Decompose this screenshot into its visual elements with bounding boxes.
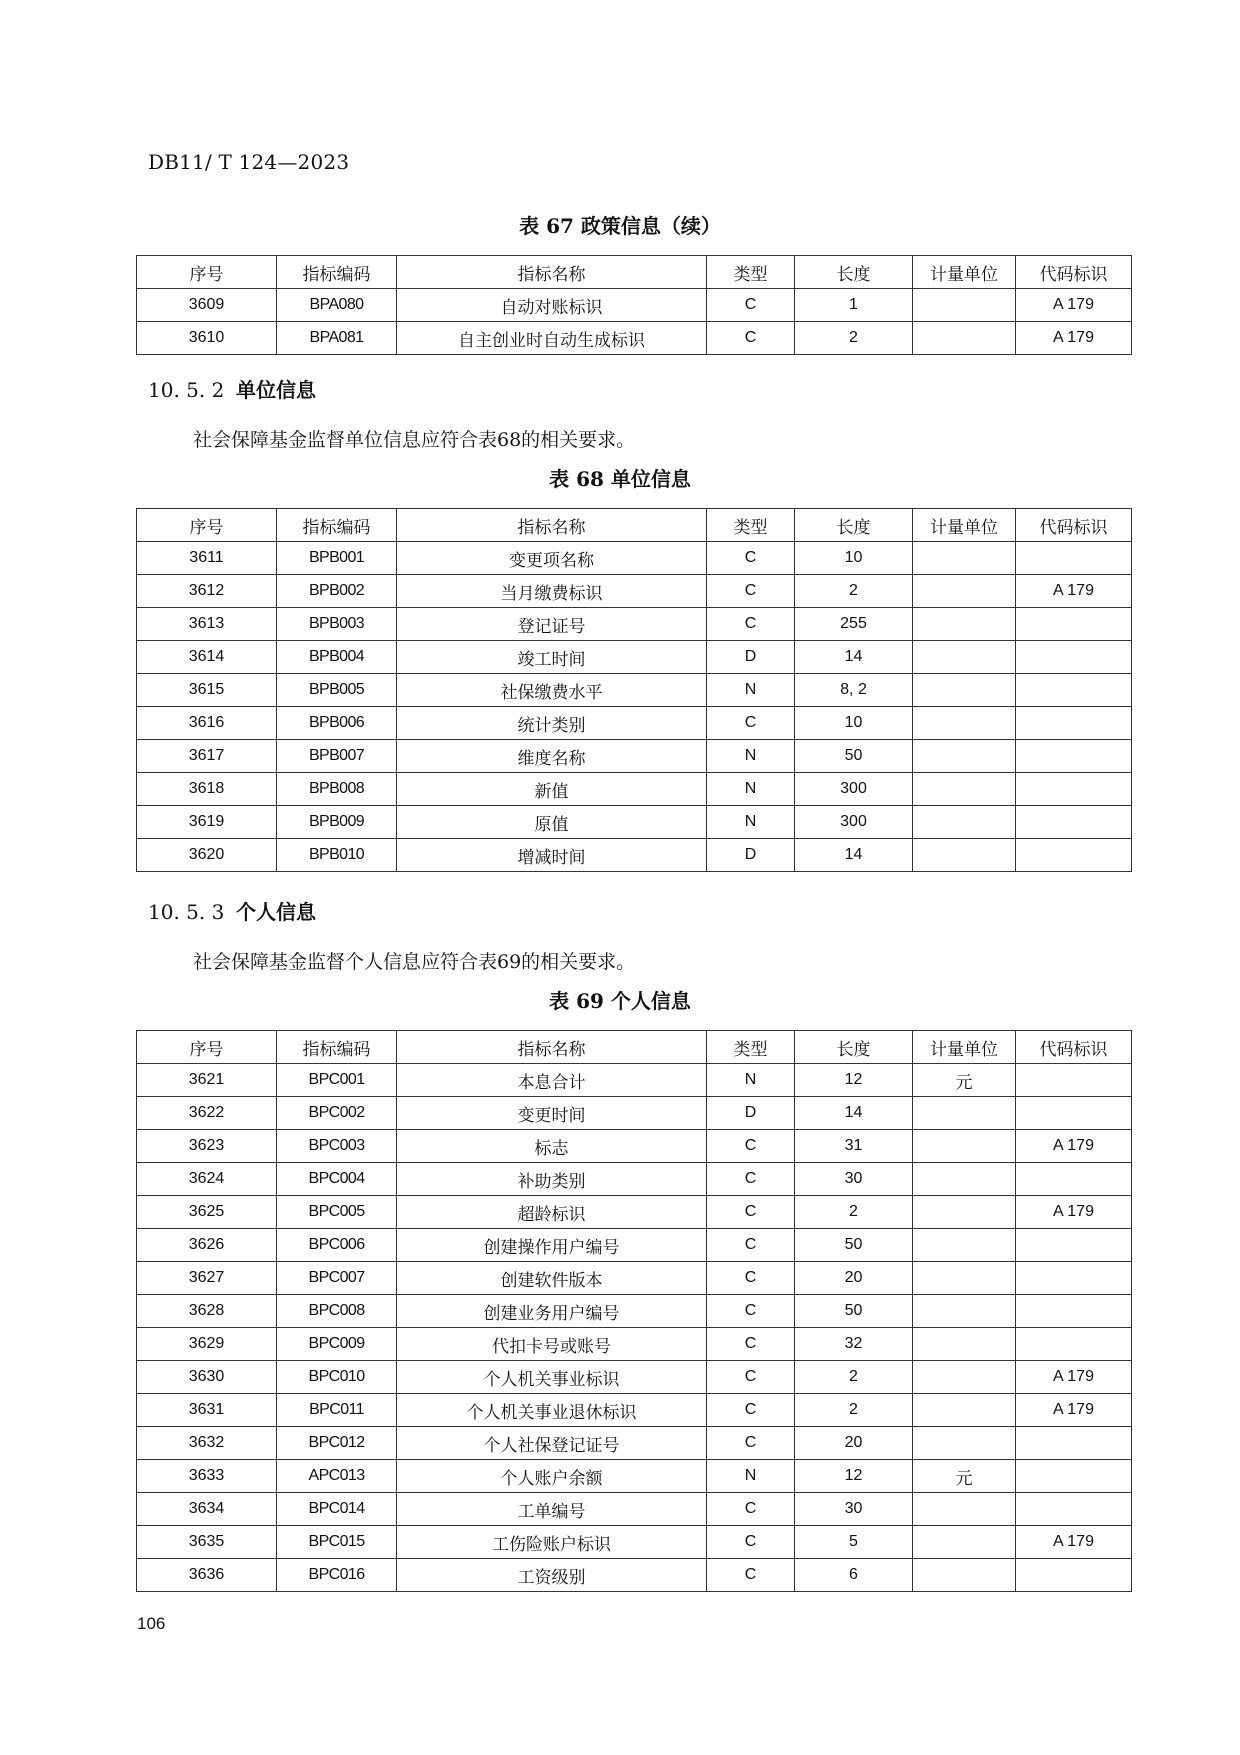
table-row bbox=[137, 641, 1132, 674]
cell-length: 14 bbox=[795, 1097, 913, 1130]
table-68 bbox=[136, 508, 1132, 872]
table-row bbox=[137, 1229, 1132, 1262]
cell-seq: 3614 bbox=[137, 641, 277, 674]
cell-length: 1 bbox=[795, 289, 913, 322]
cell-code-flag bbox=[1016, 839, 1132, 872]
cell-indicator-code: BPB006 bbox=[277, 707, 397, 740]
cell-indicator-code: BPC008 bbox=[277, 1295, 397, 1328]
cell-seq: 3633 bbox=[137, 1460, 277, 1493]
cell-indicator-name: 个人社保登记证号 bbox=[397, 1427, 707, 1460]
cell-unit bbox=[913, 575, 1016, 608]
cell-code-flag: A 179 bbox=[1016, 1526, 1132, 1559]
cell-unit bbox=[913, 1559, 1016, 1592]
cell-code-flag bbox=[1016, 1163, 1132, 1196]
table-68-caption: 表 68 单位信息 bbox=[549, 467, 691, 491]
cell-code-flag: A 179 bbox=[1016, 1394, 1132, 1427]
document-code: DB11/ T 124—2023 bbox=[148, 150, 350, 174]
cell-type: C bbox=[707, 1328, 795, 1361]
section-number: 10. 5. 3 bbox=[148, 900, 225, 924]
table-69-header-row bbox=[137, 1031, 1132, 1064]
column-header: 长度 bbox=[795, 1031, 913, 1064]
cell-type: N bbox=[707, 740, 795, 773]
cell-type: C bbox=[707, 575, 795, 608]
cell-indicator-name: 个人机关事业退休标识 bbox=[397, 1394, 707, 1427]
table-row bbox=[137, 773, 1132, 806]
cell-unit bbox=[913, 322, 1016, 355]
table-row bbox=[137, 542, 1132, 575]
column-header: 指标编码 bbox=[277, 509, 397, 542]
cell-type: C bbox=[707, 1130, 795, 1163]
table-row bbox=[137, 1130, 1132, 1163]
cell-seq: 3616 bbox=[137, 707, 277, 740]
cell-unit bbox=[913, 1328, 1016, 1361]
cell-code-flag bbox=[1016, 773, 1132, 806]
cell-length: 31 bbox=[795, 1130, 913, 1163]
table-row bbox=[137, 575, 1132, 608]
cell-seq: 3626 bbox=[137, 1229, 277, 1262]
cell-length: 2 bbox=[795, 1394, 913, 1427]
cell-code-flag: A 179 bbox=[1016, 322, 1132, 355]
cell-type: C bbox=[707, 1295, 795, 1328]
table-row bbox=[137, 1427, 1132, 1460]
cell-type: N bbox=[707, 674, 795, 707]
cell-length: 50 bbox=[795, 740, 913, 773]
cell-unit bbox=[913, 1427, 1016, 1460]
cell-length: 32 bbox=[795, 1328, 913, 1361]
cell-type: N bbox=[707, 1460, 795, 1493]
cell-seq: 3629 bbox=[137, 1328, 277, 1361]
cell-code-flag bbox=[1016, 1559, 1132, 1592]
cell-unit bbox=[913, 1130, 1016, 1163]
cell-seq: 3636 bbox=[137, 1559, 277, 1592]
table-row bbox=[137, 1361, 1132, 1394]
cell-seq: 3609 bbox=[137, 289, 277, 322]
cell-indicator-code: BPA081 bbox=[277, 322, 397, 355]
cell-length: 20 bbox=[795, 1262, 913, 1295]
table-row bbox=[137, 740, 1132, 773]
column-header: 指标名称 bbox=[397, 509, 707, 542]
cell-seq: 3632 bbox=[137, 1427, 277, 1460]
cell-indicator-code: BPB002 bbox=[277, 575, 397, 608]
cell-type: C bbox=[707, 542, 795, 575]
cell-length: 255 bbox=[795, 608, 913, 641]
column-header: 代码标识 bbox=[1016, 1031, 1132, 1064]
section-10-5-3-heading bbox=[148, 896, 316, 925]
table-row bbox=[137, 1394, 1132, 1427]
cell-indicator-name: 代扣卡号或账号 bbox=[397, 1328, 707, 1361]
cell-code-flag bbox=[1016, 542, 1132, 575]
cell-seq: 3627 bbox=[137, 1262, 277, 1295]
cell-unit bbox=[913, 542, 1016, 575]
cell-code-flag bbox=[1016, 1427, 1132, 1460]
column-header: 序号 bbox=[137, 509, 277, 542]
table-row bbox=[137, 674, 1132, 707]
table-row bbox=[137, 1097, 1132, 1130]
cell-indicator-name: 创建软件版本 bbox=[397, 1262, 707, 1295]
cell-unit bbox=[913, 707, 1016, 740]
cell-unit bbox=[913, 641, 1016, 674]
column-header: 类型 bbox=[707, 256, 795, 289]
cell-code-flag bbox=[1016, 1262, 1132, 1295]
cell-code-flag bbox=[1016, 1064, 1132, 1097]
table-row bbox=[137, 839, 1132, 872]
cell-indicator-name: 补助类别 bbox=[397, 1163, 707, 1196]
cell-unit bbox=[913, 289, 1016, 322]
cell-unit bbox=[913, 1361, 1016, 1394]
cell-indicator-name: 个人机关事业标识 bbox=[397, 1361, 707, 1394]
section-10-5-2-heading bbox=[148, 374, 316, 403]
cell-indicator-name: 原值 bbox=[397, 806, 707, 839]
cell-length: 300 bbox=[795, 773, 913, 806]
cell-length: 20 bbox=[795, 1427, 913, 1460]
cell-unit: 元 bbox=[913, 1064, 1016, 1097]
cell-length: 2 bbox=[795, 322, 913, 355]
table-row bbox=[137, 1526, 1132, 1559]
column-header: 序号 bbox=[137, 1031, 277, 1064]
cell-indicator-code: BPC011 bbox=[277, 1394, 397, 1427]
table-row bbox=[137, 1295, 1132, 1328]
table-row bbox=[137, 322, 1132, 355]
cell-type: C bbox=[707, 707, 795, 740]
column-header: 类型 bbox=[707, 509, 795, 542]
cell-indicator-code: BPC014 bbox=[277, 1493, 397, 1526]
cell-seq: 3624 bbox=[137, 1163, 277, 1196]
cell-indicator-name: 竣工时间 bbox=[397, 641, 707, 674]
cell-unit bbox=[913, 740, 1016, 773]
cell-seq: 3611 bbox=[137, 542, 277, 575]
cell-indicator-name: 变更项名称 bbox=[397, 542, 707, 575]
cell-code-flag: A 179 bbox=[1016, 1361, 1132, 1394]
column-header: 长度 bbox=[795, 509, 913, 542]
cell-length: 30 bbox=[795, 1163, 913, 1196]
cell-length: 30 bbox=[795, 1493, 913, 1526]
cell-unit bbox=[913, 1262, 1016, 1295]
cell-type: D bbox=[707, 839, 795, 872]
table-row bbox=[137, 1196, 1132, 1229]
cell-code-flag bbox=[1016, 641, 1132, 674]
cell-indicator-code: BPC006 bbox=[277, 1229, 397, 1262]
cell-indicator-code: BPB007 bbox=[277, 740, 397, 773]
cell-code-flag bbox=[1016, 1328, 1132, 1361]
cell-unit bbox=[913, 1394, 1016, 1427]
cell-type: C bbox=[707, 608, 795, 641]
cell-type: C bbox=[707, 322, 795, 355]
cell-length: 14 bbox=[795, 839, 913, 872]
cell-seq: 3613 bbox=[137, 608, 277, 641]
cell-type: C bbox=[707, 1262, 795, 1295]
cell-seq: 3634 bbox=[137, 1493, 277, 1526]
cell-type: C bbox=[707, 1493, 795, 1526]
cell-indicator-name: 社保缴费水平 bbox=[397, 674, 707, 707]
cell-type: C bbox=[707, 1163, 795, 1196]
cell-indicator-name: 创建操作用户编号 bbox=[397, 1229, 707, 1262]
cell-length: 10 bbox=[795, 707, 913, 740]
cell-unit bbox=[913, 1196, 1016, 1229]
cell-unit bbox=[913, 1229, 1016, 1262]
cell-length: 14 bbox=[795, 641, 913, 674]
cell-type: C bbox=[707, 1526, 795, 1559]
cell-type: C bbox=[707, 1427, 795, 1460]
cell-indicator-code: BPB008 bbox=[277, 773, 397, 806]
column-header: 序号 bbox=[137, 256, 277, 289]
column-header: 计量单位 bbox=[913, 1031, 1016, 1064]
cell-indicator-code: APC013 bbox=[277, 1460, 397, 1493]
cell-indicator-name: 维度名称 bbox=[397, 740, 707, 773]
cell-seq: 3622 bbox=[137, 1097, 277, 1130]
cell-code-flag bbox=[1016, 1295, 1132, 1328]
table-row bbox=[137, 1262, 1132, 1295]
cell-indicator-name: 工伤险账户标识 bbox=[397, 1526, 707, 1559]
cell-type: D bbox=[707, 641, 795, 674]
cell-code-flag bbox=[1016, 806, 1132, 839]
column-header: 代码标识 bbox=[1016, 509, 1132, 542]
column-header: 代码标识 bbox=[1016, 256, 1132, 289]
section-title: 单位信息 bbox=[236, 378, 316, 402]
column-header: 指标名称 bbox=[397, 1031, 707, 1064]
cell-indicator-code: BPC015 bbox=[277, 1526, 397, 1559]
cell-indicator-code: BPC003 bbox=[277, 1130, 397, 1163]
cell-indicator-name: 变更时间 bbox=[397, 1097, 707, 1130]
cell-unit bbox=[913, 1526, 1016, 1559]
cell-code-flag: A 179 bbox=[1016, 289, 1132, 322]
column-header: 计量单位 bbox=[913, 509, 1016, 542]
cell-seq: 3617 bbox=[137, 740, 277, 773]
cell-unit bbox=[913, 1295, 1016, 1328]
table-67-caption: 表 67 政策信息（续） bbox=[519, 214, 721, 238]
cell-indicator-name: 统计类别 bbox=[397, 707, 707, 740]
cell-type: N bbox=[707, 806, 795, 839]
section-title: 个人信息 bbox=[236, 900, 316, 924]
table-67-header-row bbox=[137, 256, 1132, 289]
column-header: 指标名称 bbox=[397, 256, 707, 289]
cell-code-flag bbox=[1016, 707, 1132, 740]
cell-length: 8, 2 bbox=[795, 674, 913, 707]
cell-length: 12 bbox=[795, 1064, 913, 1097]
cell-seq: 3631 bbox=[137, 1394, 277, 1427]
table-row bbox=[137, 806, 1132, 839]
table-row bbox=[137, 1163, 1132, 1196]
cell-type: C bbox=[707, 1559, 795, 1592]
cell-code-flag bbox=[1016, 608, 1132, 641]
cell-seq: 3612 bbox=[137, 575, 277, 608]
cell-seq: 3630 bbox=[137, 1361, 277, 1394]
column-header: 计量单位 bbox=[913, 256, 1016, 289]
cell-indicator-code: BPC004 bbox=[277, 1163, 397, 1196]
cell-indicator-code: BPB004 bbox=[277, 641, 397, 674]
cell-code-flag bbox=[1016, 1460, 1132, 1493]
cell-type: C bbox=[707, 1196, 795, 1229]
cell-indicator-name: 增减时间 bbox=[397, 839, 707, 872]
table-row bbox=[137, 1559, 1132, 1592]
table-row bbox=[137, 707, 1132, 740]
cell-unit: 元 bbox=[913, 1460, 1016, 1493]
cell-indicator-name: 工资级别 bbox=[397, 1559, 707, 1592]
cell-indicator-code: BPB010 bbox=[277, 839, 397, 872]
cell-length: 12 bbox=[795, 1460, 913, 1493]
cell-indicator-code: BPB001 bbox=[277, 542, 397, 575]
section-10-5-2-paragraph: 社会保障基金监督单位信息应符合表68的相关要求。 bbox=[193, 429, 636, 451]
cell-unit bbox=[913, 806, 1016, 839]
table-67 bbox=[136, 255, 1132, 355]
cell-seq: 3628 bbox=[137, 1295, 277, 1328]
cell-type: C bbox=[707, 289, 795, 322]
cell-unit bbox=[913, 1493, 1016, 1526]
cell-length: 50 bbox=[795, 1295, 913, 1328]
cell-indicator-code: BPC005 bbox=[277, 1196, 397, 1229]
section-10-5-3-paragraph: 社会保障基金监督个人信息应符合表69的相关要求。 bbox=[193, 951, 636, 973]
cell-code-flag bbox=[1016, 740, 1132, 773]
cell-seq: 3615 bbox=[137, 674, 277, 707]
table-69-caption: 表 69 个人信息 bbox=[549, 989, 691, 1013]
cell-indicator-code: BPC010 bbox=[277, 1361, 397, 1394]
cell-indicator-name: 个人账户余额 bbox=[397, 1460, 707, 1493]
cell-length: 2 bbox=[795, 1361, 913, 1394]
cell-length: 50 bbox=[795, 1229, 913, 1262]
cell-type: C bbox=[707, 1361, 795, 1394]
column-header: 类型 bbox=[707, 1031, 795, 1064]
cell-seq: 3610 bbox=[137, 322, 277, 355]
table-row bbox=[137, 1064, 1132, 1097]
cell-length: 2 bbox=[795, 1196, 913, 1229]
column-header: 指标编码 bbox=[277, 256, 397, 289]
cell-indicator-name: 超龄标识 bbox=[397, 1196, 707, 1229]
cell-code-flag: A 179 bbox=[1016, 1130, 1132, 1163]
page-number: 106 bbox=[137, 1614, 166, 1633]
cell-unit bbox=[913, 674, 1016, 707]
cell-code-flag bbox=[1016, 1097, 1132, 1130]
cell-code-flag bbox=[1016, 1493, 1132, 1526]
cell-indicator-name: 登记证号 bbox=[397, 608, 707, 641]
cell-unit bbox=[913, 608, 1016, 641]
cell-indicator-code: BPC016 bbox=[277, 1559, 397, 1592]
cell-length: 300 bbox=[795, 806, 913, 839]
cell-indicator-name: 当月缴费标识 bbox=[397, 575, 707, 608]
cell-code-flag: A 179 bbox=[1016, 575, 1132, 608]
cell-indicator-name: 新值 bbox=[397, 773, 707, 806]
cell-indicator-name: 本息合计 bbox=[397, 1064, 707, 1097]
cell-type: N bbox=[707, 773, 795, 806]
cell-indicator-code: BPC001 bbox=[277, 1064, 397, 1097]
column-header: 长度 bbox=[795, 256, 913, 289]
cell-seq: 3625 bbox=[137, 1196, 277, 1229]
cell-unit bbox=[913, 839, 1016, 872]
cell-length: 5 bbox=[795, 1526, 913, 1559]
cell-seq: 3623 bbox=[137, 1130, 277, 1163]
cell-type: C bbox=[707, 1394, 795, 1427]
cell-indicator-code: BPB005 bbox=[277, 674, 397, 707]
table-row bbox=[137, 1328, 1132, 1361]
cell-seq: 3618 bbox=[137, 773, 277, 806]
table-row bbox=[137, 289, 1132, 322]
cell-code-flag bbox=[1016, 1229, 1132, 1262]
cell-seq: 3620 bbox=[137, 839, 277, 872]
cell-seq: 3619 bbox=[137, 806, 277, 839]
cell-indicator-code: BPC012 bbox=[277, 1427, 397, 1460]
cell-indicator-code: BPC002 bbox=[277, 1097, 397, 1130]
cell-type: C bbox=[707, 1229, 795, 1262]
cell-indicator-code: BPC007 bbox=[277, 1262, 397, 1295]
cell-type: D bbox=[707, 1097, 795, 1130]
cell-indicator-name: 标志 bbox=[397, 1130, 707, 1163]
table-69 bbox=[136, 1030, 1132, 1592]
cell-code-flag bbox=[1016, 674, 1132, 707]
cell-length: 2 bbox=[795, 575, 913, 608]
column-header: 指标编码 bbox=[277, 1031, 397, 1064]
cell-indicator-code: BPB003 bbox=[277, 608, 397, 641]
cell-indicator-code: BPA080 bbox=[277, 289, 397, 322]
cell-indicator-name: 工单编号 bbox=[397, 1493, 707, 1526]
cell-indicator-name: 创建业务用户编号 bbox=[397, 1295, 707, 1328]
section-number: 10. 5. 2 bbox=[148, 378, 225, 402]
cell-indicator-code: BPC009 bbox=[277, 1328, 397, 1361]
cell-type: N bbox=[707, 1064, 795, 1097]
cell-indicator-name: 自动对账标识 bbox=[397, 289, 707, 322]
table-row bbox=[137, 1460, 1132, 1493]
cell-indicator-name: 自主创业时自动生成标识 bbox=[397, 322, 707, 355]
cell-unit bbox=[913, 773, 1016, 806]
table-row bbox=[137, 1493, 1132, 1526]
cell-seq: 3621 bbox=[137, 1064, 277, 1097]
cell-unit bbox=[913, 1163, 1016, 1196]
table-68-header-row bbox=[137, 509, 1132, 542]
table-row bbox=[137, 608, 1132, 641]
cell-code-flag: A 179 bbox=[1016, 1196, 1132, 1229]
cell-unit bbox=[913, 1097, 1016, 1130]
cell-length: 6 bbox=[795, 1559, 913, 1592]
cell-length: 10 bbox=[795, 542, 913, 575]
cell-seq: 3635 bbox=[137, 1526, 277, 1559]
cell-indicator-code: BPB009 bbox=[277, 806, 397, 839]
